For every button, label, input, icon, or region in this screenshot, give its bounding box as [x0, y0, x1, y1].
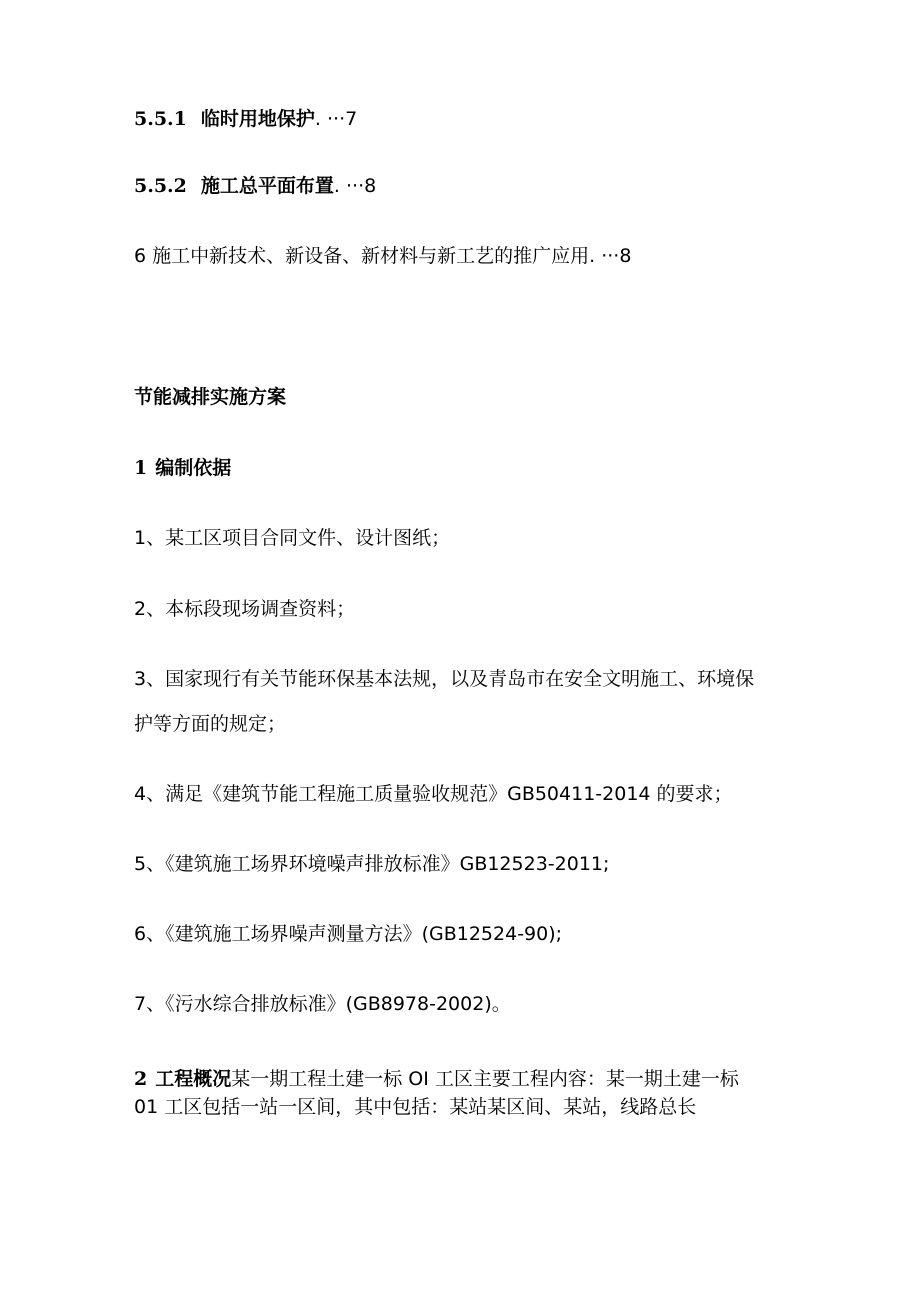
section-heading-text: 工程概况	[155, 1068, 232, 1090]
section-number: 1	[134, 457, 148, 479]
toc-title: 6 施工中新技术、新设备、新材料与新工艺的推广应用	[134, 245, 590, 267]
basis-item-3-continued: 护等方面的规定；	[134, 713, 287, 735]
toc-leader: . ···	[314, 108, 346, 130]
basis-item-1: 1、某工区项目合同文件、设计图纸；	[134, 527, 451, 549]
toc-entry-6[interactable]	[134, 243, 631, 269]
basis-item-3: 3、国家现行有关节能环保基本法规，以及青岛市在安全文明施工、环境保	[134, 668, 755, 690]
toc-title: 施工总平面布置	[200, 175, 334, 197]
toc-page-number: 7	[345, 108, 358, 130]
toc-page-number: 8	[364, 175, 377, 197]
section-heading-text: 编制依据	[155, 457, 232, 479]
basis-item-2: 2、本标段现场调查资料；	[134, 598, 356, 620]
basis-item-6: 6、《建筑施工场界噪声测量方法》(GB12524-90);	[134, 923, 563, 945]
section-2-text-line-2: 01 工区包括一站一区间，其中包括：某站某区间、某站，线路总长	[134, 1096, 697, 1118]
section-1-heading	[134, 455, 231, 481]
toc-page-number: 8	[619, 245, 632, 267]
document-title: 节能减排实施方案	[134, 386, 287, 408]
basis-item-4: 4、满足《建筑节能工程施工质量验收规范》GB50411-2014 的要求；	[134, 783, 733, 805]
section-2-text-line-1: 某一期工程土建一标 OI 工区主要工程内容：某一期土建一标	[231, 1068, 739, 1090]
toc-entry-5-5-1[interactable]	[134, 106, 357, 132]
toc-leader: . ···	[589, 245, 620, 267]
toc-entry-5-5-2[interactable]	[134, 173, 376, 199]
section-number: 2	[134, 1068, 148, 1090]
basis-item-7: 7、《污水综合排放标准》(GB8978-2002)。	[134, 993, 511, 1015]
toc-title: 临时用地保护	[200, 108, 315, 130]
toc-leader: . ···	[333, 175, 365, 197]
section-2-paragraph	[134, 1066, 739, 1092]
basis-item-5: 5、《建筑施工场界环境噪声排放标准》GB12523-2011;	[134, 853, 610, 875]
toc-number: 5.5.2	[134, 175, 187, 197]
toc-number: 5.5.1	[134, 108, 187, 130]
